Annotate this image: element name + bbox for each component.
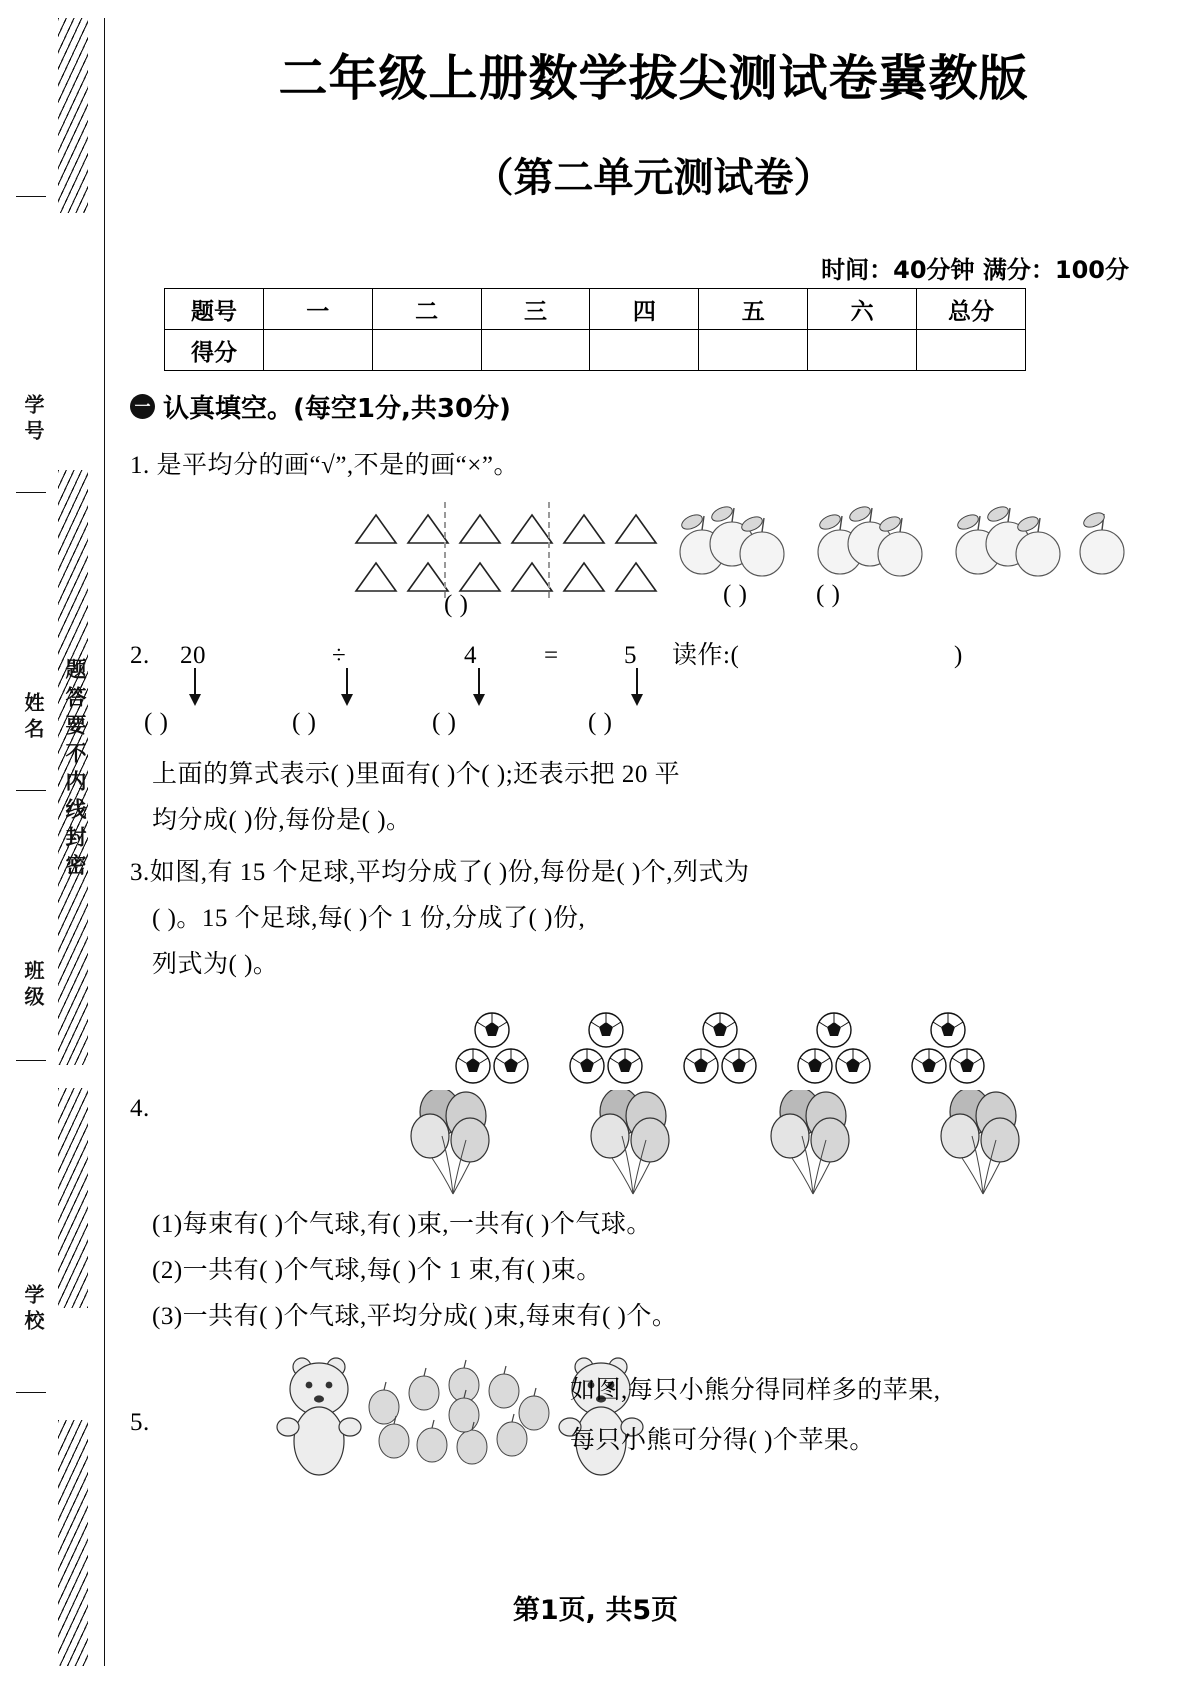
table-row (165, 330, 1026, 371)
field-label-class: 班级 (21, 960, 45, 1012)
question-5-number: 5. (130, 1409, 150, 1436)
field-rule-name (16, 790, 46, 791)
triangle-icon (354, 560, 398, 594)
field-rule-student-number (16, 196, 46, 197)
question-2-equals: = (544, 642, 559, 669)
col-total: 总分 (917, 289, 1026, 330)
balloons-figure (396, 1090, 1046, 1200)
triangle-row-bottom (354, 546, 664, 594)
divider-dashed-2 (548, 502, 550, 598)
answer-blank-apples-1[interactable]: ( ) (723, 581, 748, 608)
answer-blank-q2-4[interactable]: ( ) (588, 709, 613, 736)
field-rule-school (16, 1392, 46, 1393)
seal-vertical-rule (104, 18, 105, 1666)
row-label-score: 得分 (165, 330, 264, 371)
score-cell-3[interactable] (481, 330, 590, 371)
exam-meta: 时间：40分钟 满分：100分 (821, 256, 1129, 284)
question-2-operand-2: 4 (464, 642, 477, 669)
balloon-bunch (756, 1090, 876, 1200)
field-rule-class (16, 1060, 46, 1061)
field-rule-student-number-2 (16, 492, 46, 493)
question-2-number: 2. (130, 642, 150, 669)
apple-group-single (1074, 500, 1134, 583)
section-heading-label: 认真填空。(每空1分,共30分) (163, 394, 511, 424)
page-footer: 第1页, 共5页 (512, 1595, 679, 1626)
down-arrow-icon (338, 668, 356, 711)
question-3-line-3[interactable]: 列式为( )。 (152, 951, 279, 978)
row-label-question-number: 题号 (165, 289, 264, 330)
hatch-band-lower-mid (58, 1088, 88, 1308)
table-row (165, 289, 1026, 330)
question-5-line-1: 如图,每只小熊分得同样多的苹果, (570, 1377, 941, 1404)
page-subtitle: （第二单元测试卷） (473, 154, 834, 201)
question-3-line-2[interactable]: ( )。15 个足球,每( )个 1 份,分成了( )份, (152, 905, 586, 932)
triangle-icon (562, 560, 606, 594)
soccer-ball-group (674, 1010, 766, 1090)
answer-blank-q2-1[interactable]: ( ) (144, 709, 169, 736)
down-arrow-icon (470, 668, 488, 711)
question-4-number: 4. (130, 1095, 150, 1122)
col-4: 四 (590, 289, 699, 330)
question-2-line-1[interactable]: 上面的算式表示( )里面有( )个( );还表示把 20 平 (152, 761, 681, 788)
apple-group-3 (948, 500, 1068, 583)
bear-icon (277, 1358, 361, 1475)
balloon-bunch (576, 1090, 696, 1200)
col-2: 二 (372, 289, 481, 330)
triangle-row-top (354, 498, 664, 546)
score-cell-1[interactable] (263, 330, 372, 371)
question-1-text (130, 443, 519, 488)
hatch-band-bottom (58, 1420, 88, 1666)
question-3-line-1[interactable] (130, 850, 750, 895)
down-arrow-icon (186, 668, 204, 711)
question-4-item-3[interactable]: (3)一共有( )个气球,平均分成( )束,每束有( )个。 (152, 1303, 678, 1330)
question-2-line-2[interactable]: 均分成( )份,每份是( )。 (152, 807, 412, 834)
field-label-name: 姓名 (21, 692, 45, 744)
triangle-icon (458, 512, 502, 546)
balloon-bunch (396, 1090, 516, 1200)
question-4-item-1[interactable]: (1)每束有( )个气球,有( )束,一共有( )个气球。 (152, 1211, 652, 1238)
seal-warning-text: 题答要不内线封密 (63, 658, 88, 882)
apples-figure (672, 500, 1122, 578)
field-label-student-number: 学号 (21, 394, 45, 446)
answer-blank-q2-2[interactable]: ( ) (292, 709, 317, 736)
page-title: 二年级上册数学拔尖测试卷冀教版 (278, 50, 1029, 107)
soccer-ball-group (788, 1010, 880, 1090)
field-label-school: 学校 (21, 1284, 45, 1336)
triangle-icon (614, 512, 658, 546)
answer-blank-q2-3[interactable]: ( ) (432, 709, 457, 736)
col-6: 六 (808, 289, 917, 330)
question-4-item-2[interactable]: (2)一共有( )个气球,每( )个 1 束,有( )束。 (152, 1257, 602, 1284)
triangle-icon (614, 560, 658, 594)
sealing-margin (0, 0, 116, 1684)
score-table (164, 288, 1026, 371)
down-arrow-icon (628, 668, 646, 711)
score-cell-6[interactable] (808, 330, 917, 371)
section-heading-fill-in-blanks (130, 388, 511, 425)
soccer-ball-group (446, 1010, 538, 1090)
apple-group-2 (810, 500, 930, 583)
col-3: 三 (481, 289, 590, 330)
score-cell-2[interactable] (372, 330, 481, 371)
question-2-operator-divide: ÷ (332, 642, 347, 669)
triangles-figure (354, 498, 664, 608)
score-cell-5[interactable] (699, 330, 808, 371)
question-1-body: 是平均分的画“√”,不是的画“×”。 (156, 452, 519, 479)
answer-blank-apples-2[interactable]: ( ) (816, 581, 841, 608)
exam-page (116, 0, 1191, 1684)
triangle-icon (562, 512, 606, 546)
question-2-result: 5 (624, 642, 637, 669)
triangle-icon (354, 512, 398, 546)
soccer-ball-group (902, 1010, 994, 1090)
question-5-line-2[interactable]: 每只小熊可分得( )个苹果。 (570, 1427, 875, 1454)
col-5: 五 (699, 289, 808, 330)
score-cell-4[interactable] (590, 330, 699, 371)
soccer-ball-group (560, 1010, 652, 1090)
hatch-band-top (58, 18, 88, 213)
question-2-read-label: 读作:( (672, 642, 740, 669)
soccer-balls-figure (446, 1010, 1026, 1090)
question-3-number: 3. (130, 859, 150, 886)
answer-blank-read-as[interactable]: ) (954, 642, 963, 669)
score-cell-total[interactable] (917, 330, 1026, 371)
balloon-bunch (926, 1090, 1046, 1200)
section-marker-icon: 一 (130, 394, 155, 419)
answer-blank-triangles[interactable]: ( ) (444, 591, 469, 618)
question-1-number: 1. (130, 452, 150, 479)
apple-group-1 (672, 500, 792, 583)
col-1: 一 (263, 289, 372, 330)
question-3-body-1: 如图,有 15 个足球,平均分成了( )份,每份是( )个,列式为 (149, 859, 750, 886)
question-2-operand-1: 20 (180, 642, 206, 669)
